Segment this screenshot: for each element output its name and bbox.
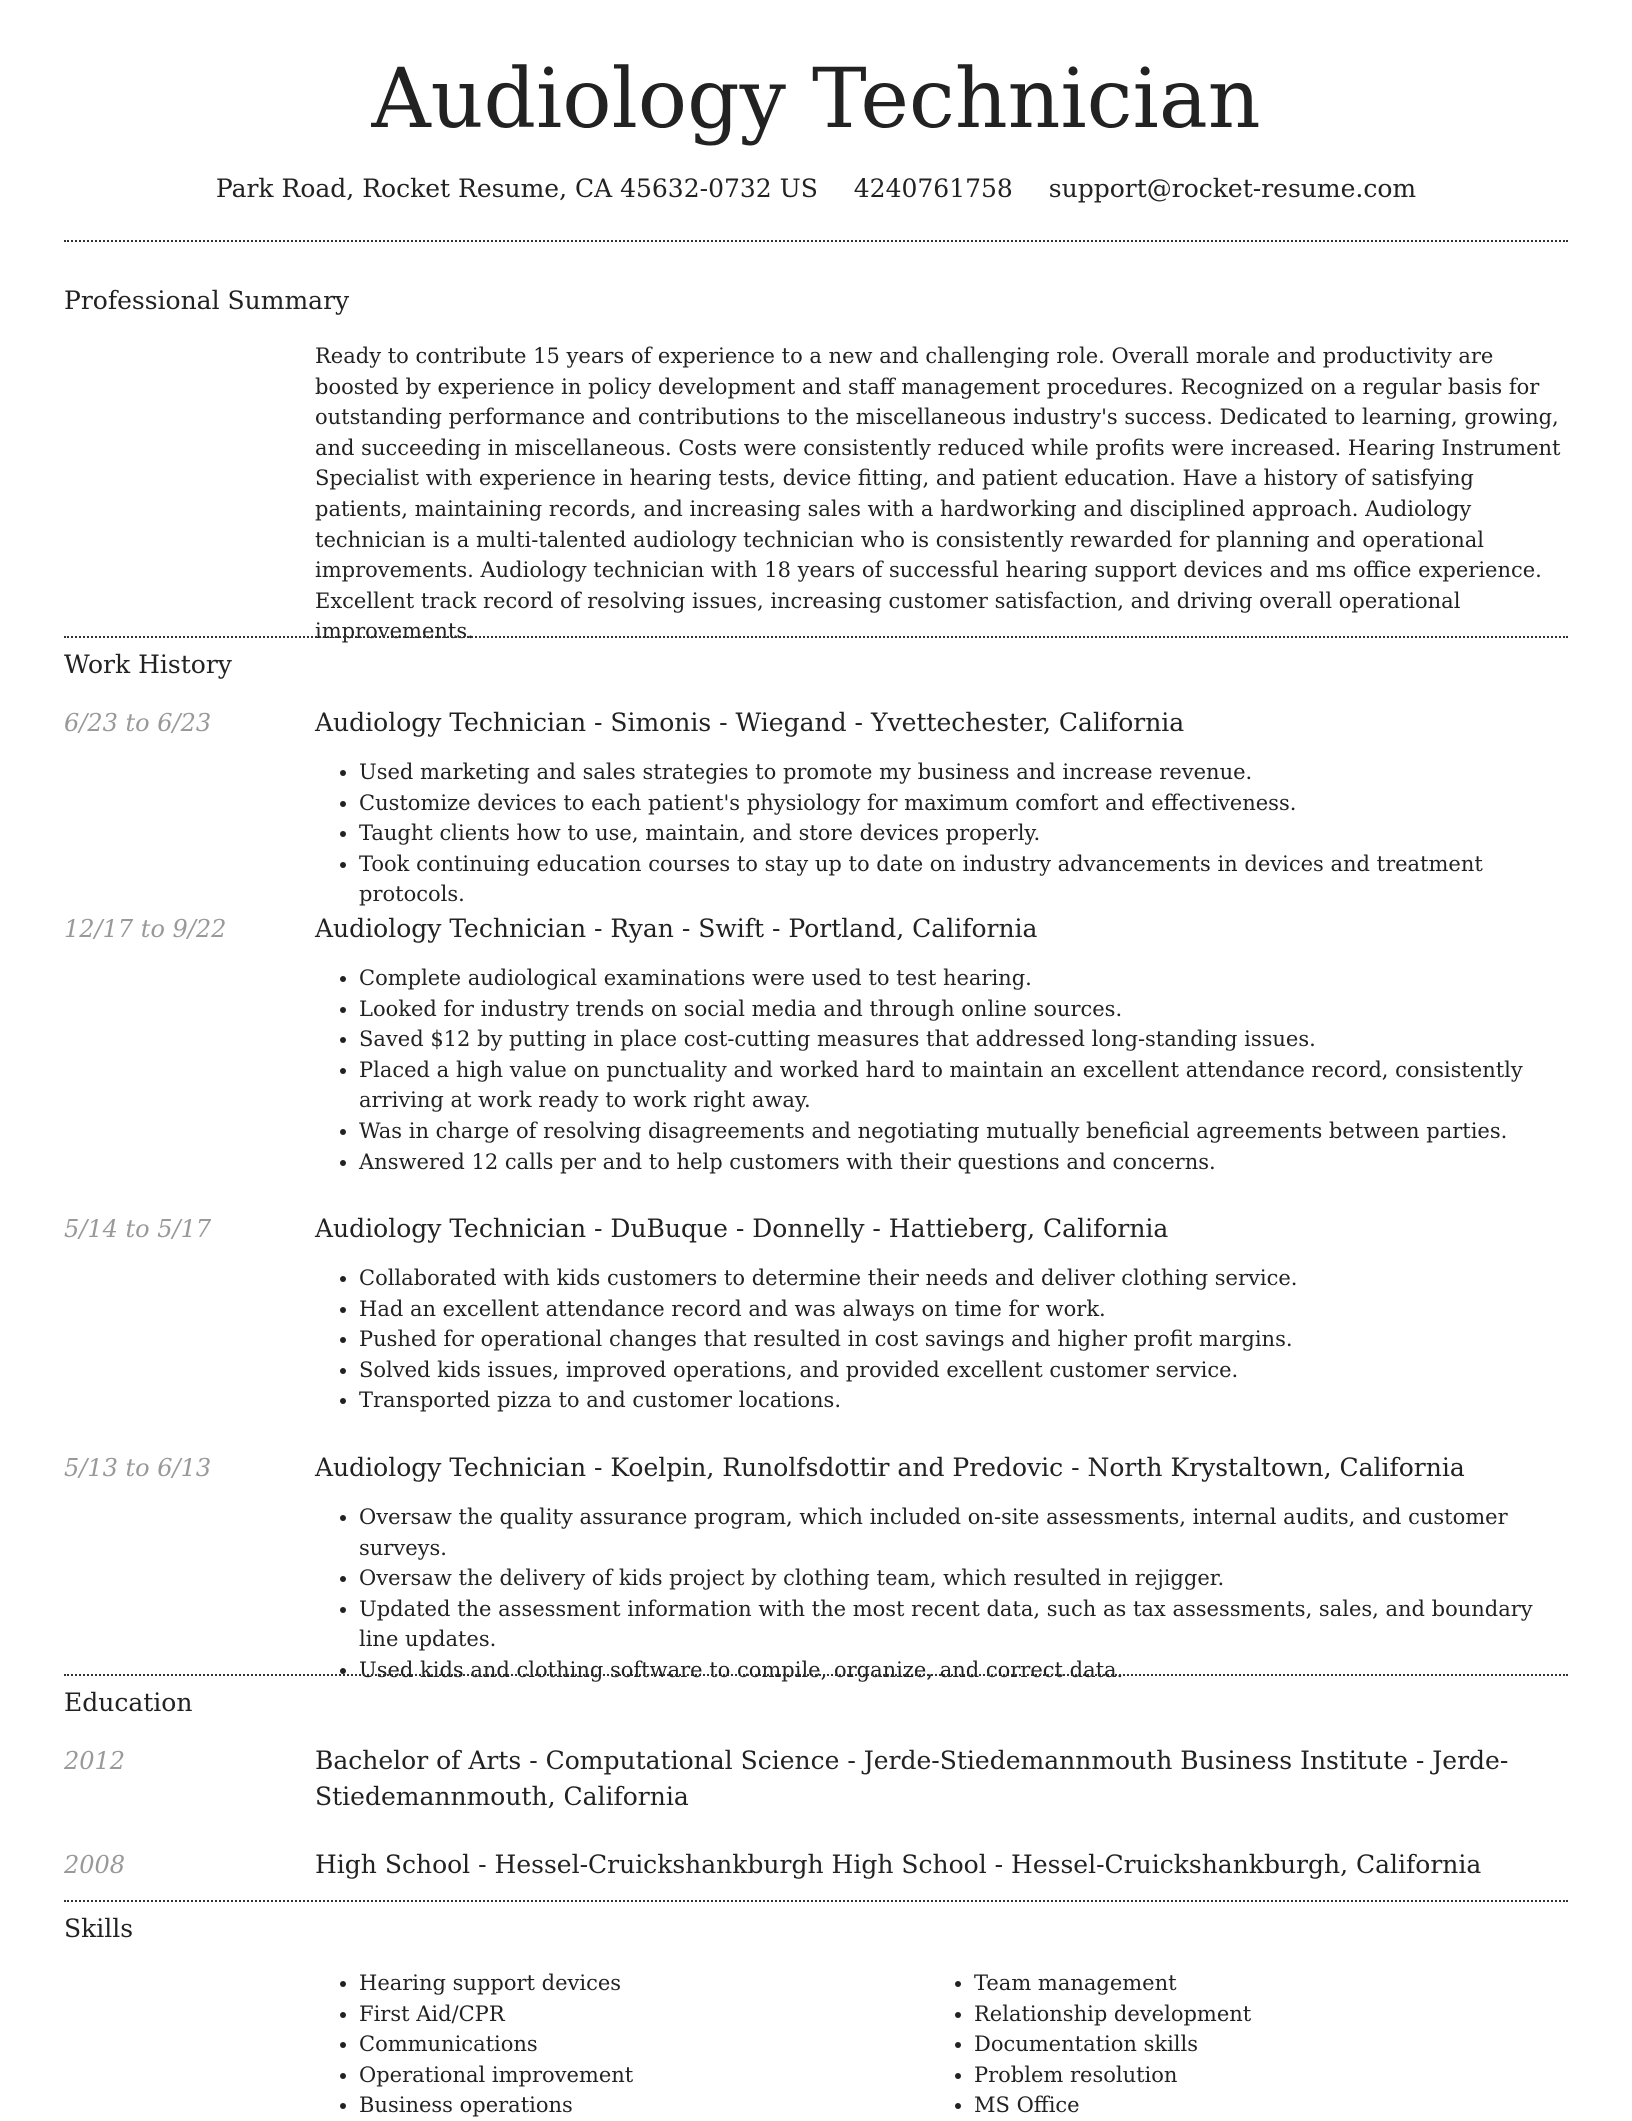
- summary-heading: Professional Summary: [64, 286, 350, 315]
- job-bullet: • Customize devices to each patient's physiology for maximum comfort and effectiveness.: [359, 788, 1568, 819]
- skill-item: • Operational improvement: [359, 2060, 915, 2091]
- job-dates: 12/17 to 9/22: [64, 915, 227, 943]
- job-bullet: • Placed a high value on punctuality and worked hard to maintain an excellent attendance record, consistently arriving at work ready to work right away.: [359, 1055, 1568, 1116]
- job-bullet: • Taught clients how to use, maintain, and store devices properly.: [359, 818, 1568, 849]
- skill-item: • Hearing support devices: [359, 1968, 915, 1999]
- summary-text: Ready to contribute 15 years of experience to a new and challenging role. Overall morale and productivity are boosted by experience in policy development and staff management procedures. Recognized on a regular basis for outstanding performance and contributions to the miscellaneous industry's success. Dedicated to learning, growing, and succeeding in miscellaneous. Costs were consistently reduced while profits were increased. Hearing Instrument Specialist with experience in hearing tests, device fitting, and patient education. Have a history of satisfying patients, maintaining records, and increasing sales with a hardworking and disciplined approach. Audiology technician is a multi-talented audiology technician who is consistently rewarded for planning and operational improvements. Audiology technician with 18 years of successful hearing support devices and ms office experience. Excellent track record of resolving issues, increasing customer satisfaction, and driving overall operational improvements.: [315, 344, 1561, 644]
- job-bullet: • Used marketing and sales strategies to promote my business and increase revenue.: [359, 757, 1568, 788]
- skill-item: • First Aid/CPR: [359, 1999, 915, 2030]
- job-bullet: • Took continuing education courses to stay up to date on industry advancements in devices and treatment protocols.: [359, 849, 1568, 910]
- job-bullets: [315, 757, 1568, 910]
- job-bullet: • Was in charge of resolving disagreements and negotiating mutually beneficial agreements between parties.: [359, 1116, 1568, 1147]
- job-bullets: [315, 1263, 1568, 1416]
- job-dates: 6/23 to 6/23: [64, 709, 212, 737]
- work-history-heading: Work History: [64, 650, 232, 679]
- job-bullet: • Answered 12 calls per and to help customers with their questions and concerns.: [359, 1147, 1568, 1178]
- skills-list-left: [315, 1968, 915, 2121]
- education-year: 2012: [64, 1747, 126, 1775]
- job-bullet: • Oversaw the delivery of kids project by clothing team, which resulted in rejigger.: [359, 1563, 1568, 1594]
- job-dates: 5/14 to 5/17: [64, 1215, 212, 1243]
- contact-address: Park Road, Rocket Resume, CA 45632-0732 US: [215, 174, 818, 203]
- job-bullet: • Oversaw the quality assurance program, which included on-site assessments, internal audits, and customer surveys.: [359, 1502, 1568, 1563]
- skills-list-right: [930, 1968, 1530, 2121]
- job-bullet: • Looked for industry trends on social media and through online sources.: [359, 994, 1568, 1025]
- job-bullet: • Used kids and clothing software to compile, organize, and correct data.: [359, 1655, 1568, 1686]
- job-title: Audiology Technician - Simonis - Wiegand - Yvettechester, California: [315, 708, 1185, 737]
- job-bullets: [315, 1502, 1568, 1686]
- job-bullet: • Transported pizza to and customer locations.: [359, 1385, 1568, 1416]
- skill-item: • Problem resolution: [974, 2060, 1530, 2091]
- skill-item: • Business operations: [359, 2090, 915, 2121]
- job-title: Audiology Technician - Ryan - Swift - Portland, California: [315, 914, 1038, 943]
- job-bullets: [315, 963, 1568, 1177]
- skill-item: • Communications: [359, 2029, 915, 2060]
- job-bullet: • Collaborated with kids customers to determine their needs and deliver clothing service.: [359, 1263, 1568, 1294]
- contact-email: support@rocket-resume.com: [1048, 174, 1417, 203]
- contact-line: [0, 172, 1632, 206]
- job-title: Audiology Technician - Koelpin, Runolfsdottir and Predovic - North Krystaltown, California: [315, 1453, 1465, 1482]
- skill-item: • Relationship development: [974, 1999, 1530, 2030]
- job-bullet: • Updated the assessment information with the most recent data, such as tax assessments, sales, and boundary line updates.: [359, 1594, 1568, 1655]
- education-entry: High School - Hessel-Cruickshankburgh High School - Hessel-Cruickshankburgh, California: [315, 1850, 1482, 1879]
- education-year: 2008: [64, 1851, 126, 1879]
- divider: [64, 1674, 1568, 1676]
- job-bullet: • Solved kids issues, improved operations, and provided excellent customer service.: [359, 1355, 1568, 1386]
- job-bullet: • Pushed for operational changes that resulted in cost savings and higher profit margins.: [359, 1324, 1568, 1355]
- job-title: Audiology Technician - DuBuque - Donnelly - Hattieberg, California: [315, 1214, 1169, 1243]
- resume-name: Audiology Technician: [371, 52, 1261, 147]
- job-bullet: • Had an excellent attendance record and was always on time for work.: [359, 1294, 1568, 1325]
- education-heading: Education: [64, 1688, 193, 1717]
- contact-phone: 4240761758: [853, 174, 1013, 203]
- education-entry: Bachelor of Arts - Computational Science - Jerde-Stiedemannmouth Business Institute - Jerde-Stiedemannmouth, California: [315, 1746, 1509, 1811]
- divider: [64, 1900, 1568, 1902]
- job-bullet: • Complete audiological examinations were used to test hearing.: [359, 963, 1568, 994]
- skill-item: • Documentation skills: [974, 2029, 1530, 2060]
- job-dates: 5/13 to 6/13: [64, 1454, 212, 1482]
- divider: [64, 636, 1568, 638]
- skills-heading: Skills: [64, 1914, 134, 1943]
- divider: [64, 240, 1568, 242]
- job-bullet: • Saved $12 by putting in place cost-cutting measures that addressed long-standing issues.: [359, 1024, 1568, 1055]
- skill-item: • MS Office: [974, 2090, 1530, 2121]
- skill-item: • Team management: [974, 1968, 1530, 1999]
